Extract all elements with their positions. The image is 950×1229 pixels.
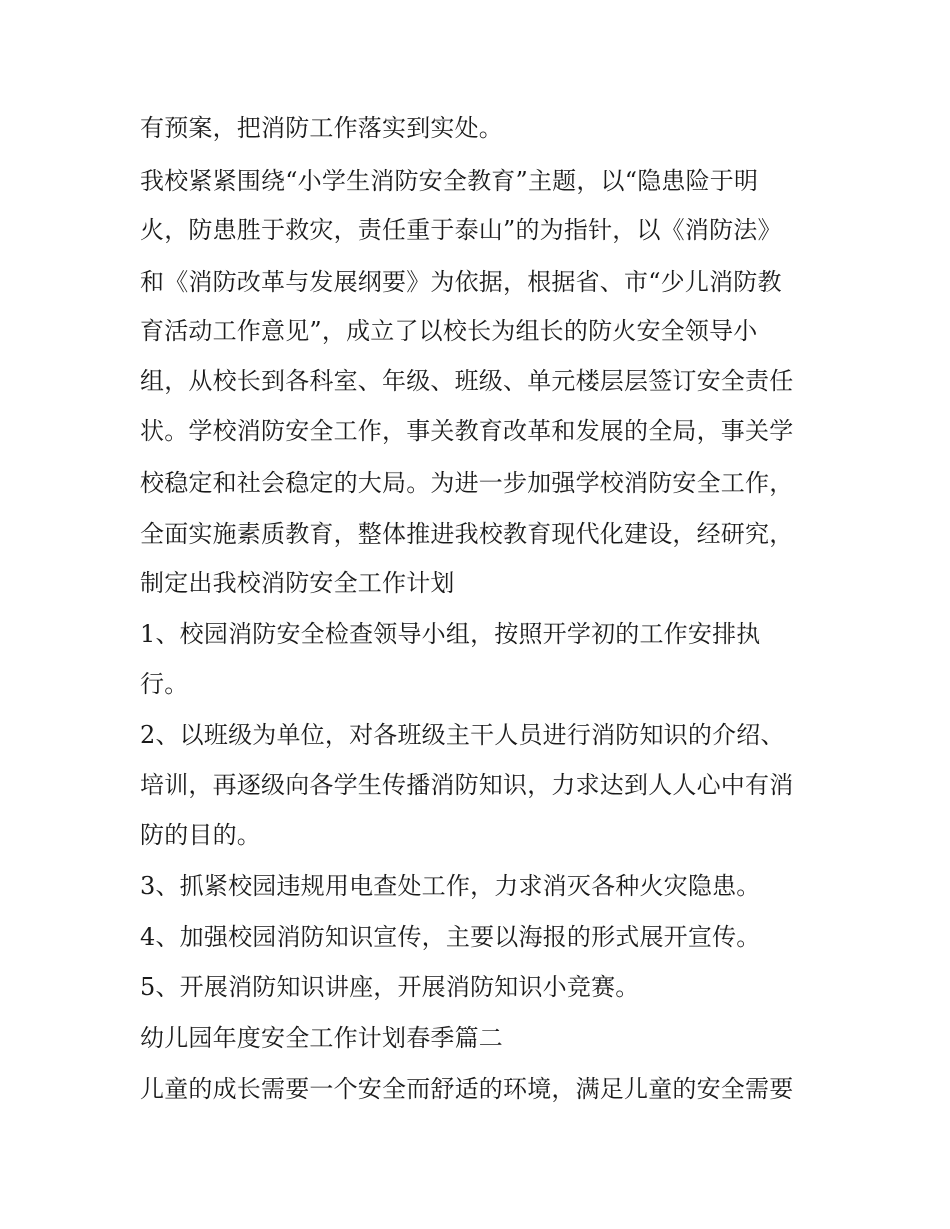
text-line: 培训，再逐级向各学生传播消防知识，力求达到人人心中有消 xyxy=(140,771,794,799)
text-line: 制定出我校消防安全工作计划 xyxy=(140,569,455,597)
text-line: 育活动工作意见”，成立了以校长为组长的防火安全领导小 xyxy=(140,317,758,345)
section-heading: 幼儿园年度安全工作计划春季篇二 xyxy=(140,1024,503,1052)
text-line: 5、开展消防知识讲座，开展消防知识小竞赛。 xyxy=(140,973,640,1001)
text-line: 1、校园消防安全检查领导小组，按照开学初的工作安排执 xyxy=(140,620,761,648)
text-line: 行。 xyxy=(140,670,189,698)
text-line: 儿童的成长需要一个安全而舒适的环境，满足儿童的安全需要 xyxy=(140,1075,794,1103)
text-line: 4、加强校园消防知识宣传，主要以海报的形式展开宣传。 xyxy=(140,923,761,951)
text-line: 火，防患胜于救灾，责任重于泰山”的为指针，以《消防法》 xyxy=(140,216,782,244)
text-line: 防的目的。 xyxy=(140,821,261,849)
text-line: 有预案，把消防工作落实到实处。 xyxy=(140,114,503,142)
text-line: 3、抓紧校园违规用电查处工作，力求消灭各种火灾隐患。 xyxy=(140,872,761,900)
text-line: 组，从校长到各科室、年级、班级、单元楼层层签订安全责任 xyxy=(140,367,794,395)
text-line: 我校紧紧围绕“小学生消防安全教育”主题，以“隐患险于明 xyxy=(140,167,759,195)
text-line: 状。学校消防安全工作，事关教育改革和发展的全局，事关学 xyxy=(140,417,794,445)
text-line: 校稳定和社会稳定的大局。为进一步加强学校消防安全工作， xyxy=(140,469,794,497)
text-line: 2、以班级为单位，对各班级主干人员进行消防知识的介绍、 xyxy=(140,721,785,749)
text-line: 全面实施素质教育，整体推进我校教育现代化建设，经研究， xyxy=(140,520,794,548)
text-line: 和《消防改革与发展纲要》为依据，根据省、市“少儿消防教 xyxy=(140,268,782,296)
